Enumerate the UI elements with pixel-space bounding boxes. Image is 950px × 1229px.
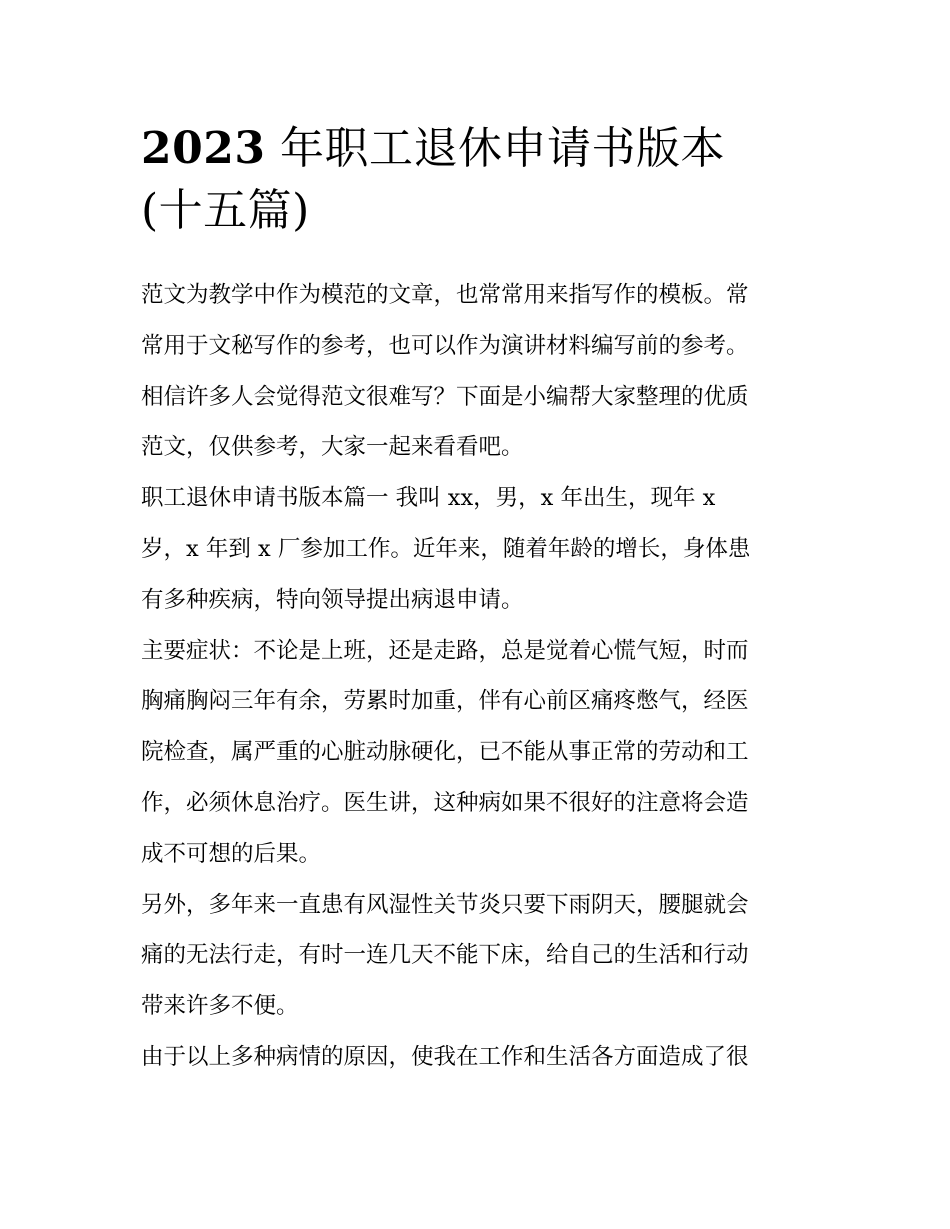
- title-year: 2023: [141, 123, 266, 174]
- paragraph-application: [141, 473, 813, 625]
- text-line: 相信许多人会觉得范文很难写？下面是小编帮大家整理的优质: [141, 383, 749, 410]
- text-line: 范文为教学中作为模范的文章，也常常用来指写作的模板。常: [141, 282, 749, 308]
- title-line-1: [141, 118, 813, 180]
- paragraph-rheumatism: [141, 880, 813, 1032]
- text-line: 院检查，属严重的心脏动脉硬化，已不能从事正常的劳动和工: [141, 739, 749, 766]
- text-line: 另外，多年来一直患有风湿性关节炎只要下雨阴天，腰腿就会: [141, 891, 749, 918]
- page-title: [141, 118, 813, 242]
- text-line: 由于以上多种病情的原因，使我在工作和生活各方面造成了很: [141, 1043, 749, 1070]
- paragraph-symptoms: [141, 626, 813, 880]
- document-body: [141, 270, 813, 1083]
- text-line: 成不可想的后果。: [141, 840, 322, 867]
- text-line: 主要症状：不论是上班，还是走路，总是觉着心慌气短，时而: [141, 637, 749, 664]
- text-line: 范文，仅供参考，大家一起来看看吧。: [141, 434, 524, 461]
- text-line: 有多种疾病，特向领导提出病退申请。: [141, 586, 524, 613]
- text-line: 痛的无法行走，有时一连几天不能下床，给自己的生活和行动: [141, 942, 749, 969]
- text-line: 职工退休申请书版本篇一 我叫 xx，男，x 年出生，现年 x: [141, 485, 716, 512]
- document-content: [141, 118, 813, 1083]
- title-line-2: (十五篇): [141, 185, 310, 236]
- text-line: 胸痛胸闷三年有余，劳累时加重，伴有心前区痛疼憋气，经医: [141, 688, 749, 715]
- text-line: 作，必须休息治疗。医生讲，这种病如果不很好的注意将会造: [141, 789, 749, 816]
- text-line: 常用于文秘写作的参考，也可以作为演讲材料编写前的参考。: [141, 332, 749, 359]
- title-rest: 年职工退休申请书版本: [265, 123, 725, 174]
- paragraph-intro: [141, 270, 813, 473]
- text-line: 带来许多不便。: [141, 993, 299, 1020]
- text-line: 岁，x 年到 x 厂参加工作。近年来，随着年龄的增长，身体患: [141, 535, 751, 562]
- paragraph-conclusion: [141, 1032, 813, 1083]
